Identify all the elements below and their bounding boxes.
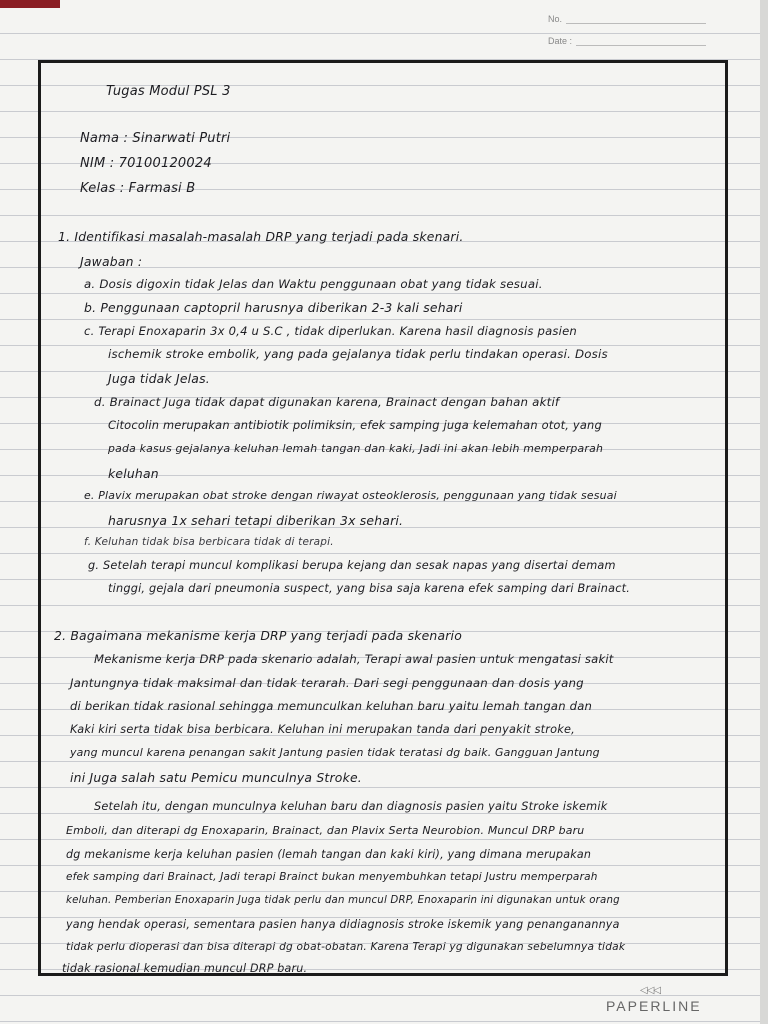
answer-line: Citocolin merupakan antibiotik polimiksin, efek samping juga kelemahan otot, yang — [108, 418, 602, 432]
answer-line: Mekanisme kerja DRP pada skenario adalah, Terapi awal pasien untuk mengatasi sakit — [94, 652, 614, 666]
answer-label: Jawaban : — [80, 254, 143, 269]
answer-line: Juga tidak Jelas. — [108, 371, 210, 386]
date-label: Date : — [548, 36, 573, 46]
answer-line: f. Keluhan tidak bisa berbicara tidak di terapi. — [84, 536, 334, 548]
answer-line: ini Juga salah satu Pemicu munculnya Stroke. — [70, 770, 362, 785]
answer-line: harusnya 1x sehari tetapi diberikan 3x sehari. — [108, 513, 404, 528]
answer-line: c. Terapi Enoxaparin 3x 0,4 u S.C , tidak diperlukan. Karena hasil diagnosis pasien — [84, 324, 577, 338]
answer-line: Setelah itu, dengan munculnya keluhan baru dan diagnosis pasien yaitu Stroke iskemik — [94, 800, 608, 813]
answer-line: di berikan tidak rasional sehingga memunculkan keluhan baru yaitu lemah tangan dan — [70, 699, 593, 713]
answer-line: Emboli, dan diterapi dg Enoxaparin, Brainact, dan Plavix Serta Neurobion. Muncul DRP baru — [66, 824, 585, 837]
answer-line: d. Brainact Juga tidak dapat digunakan karena, Brainact dengan bahan aktif — [94, 395, 560, 409]
nim-line: NIM : 70100120024 — [80, 156, 212, 171]
no-label: No. — [548, 14, 563, 24]
brand-name: PAPERLINE — [606, 998, 702, 1014]
answer-line: pada kasus gejalanya keluhan lemah tangan dan kaki, Jadi ini akan lebih memperparah — [108, 442, 604, 455]
answer-line: tinggi, gejala dari pneumonia suspect, yang bisa saja karena efek samping dari Brainact. — [108, 582, 631, 595]
answer-line: g. Setelah terapi muncul komplikasi berupa kejang dan sesak napas yang disertai demam — [88, 559, 616, 572]
answer-line: yang hendak operasi, sementara pasien hanya didiagnosis stroke iskemik yang penanganannya — [66, 918, 620, 931]
answer-line: e. Plavix merupakan obat stroke dengan riwayat osteoklerosis, penggunaan yang tidak sesuai — [84, 489, 617, 502]
page-title: Tugas Modul PSL 3 — [106, 84, 231, 99]
name-line: Nama : Sinarwati Putri — [80, 131, 231, 146]
answer-line: dg mekanisme kerja keluhan pasien (lemah tangan dan kaki kiri), yang dimana merupakan — [66, 848, 592, 861]
answer-line: yang muncul karena penangan sakit Jantung pasien tidak teratasi dg baik. Gangguan Jantung — [70, 746, 600, 759]
answer-line: ischemik stroke embolik, yang pada gejalanya tidak perlu tindakan operasi. Dosis — [108, 347, 608, 361]
brand-logo-icon: ◁◁◁ — [640, 985, 661, 996]
class-line: Kelas : Farmasi B — [80, 181, 196, 196]
answer-line: a. Dosis digoxin tidak Jelas dan Waktu penggunaan obat yang tidak sesuai. — [84, 277, 543, 291]
answer-line: tidak perlu dioperasi dan bisa diterapi dg obat-obatan. Karena Terapi yg digunakan sebelumnya tidak — [66, 941, 626, 953]
answer-line: Kaki kiri serta tidak bisa berbicara. Keluhan ini merupakan tanda dari penyakit stroke, — [70, 723, 575, 736]
answer-line: tidak rasional kemudian muncul DRP baru. — [62, 962, 308, 975]
answer-line: b. Penggunaan captopril harusnya diberikan 2-3 kali sehari — [84, 300, 463, 315]
answer-line: Jantungnya tidak maksimal dan tidak terarah. Dari segi penggunaan dan dosis yang — [70, 676, 584, 690]
question-1: 1. Identifikasi masalah-masalah DRP yang terjadi pada skenari. — [58, 229, 464, 244]
answer-line: keluhan. Pemberian Enoxaparin Juga tidak perlu dan muncul DRP, Enoxaparin ini digunakan untuk orang — [66, 895, 620, 906]
answer-line: efek samping dari Brainact, Jadi terapi Brainct bukan menyembuhkan tetapi Justru memperparah — [66, 871, 598, 883]
question-2: 2. Bagaimana mekanisme kerja DRP yang terjadi pada skenario — [54, 628, 462, 643]
answer-line: keluhan — [108, 466, 159, 481]
